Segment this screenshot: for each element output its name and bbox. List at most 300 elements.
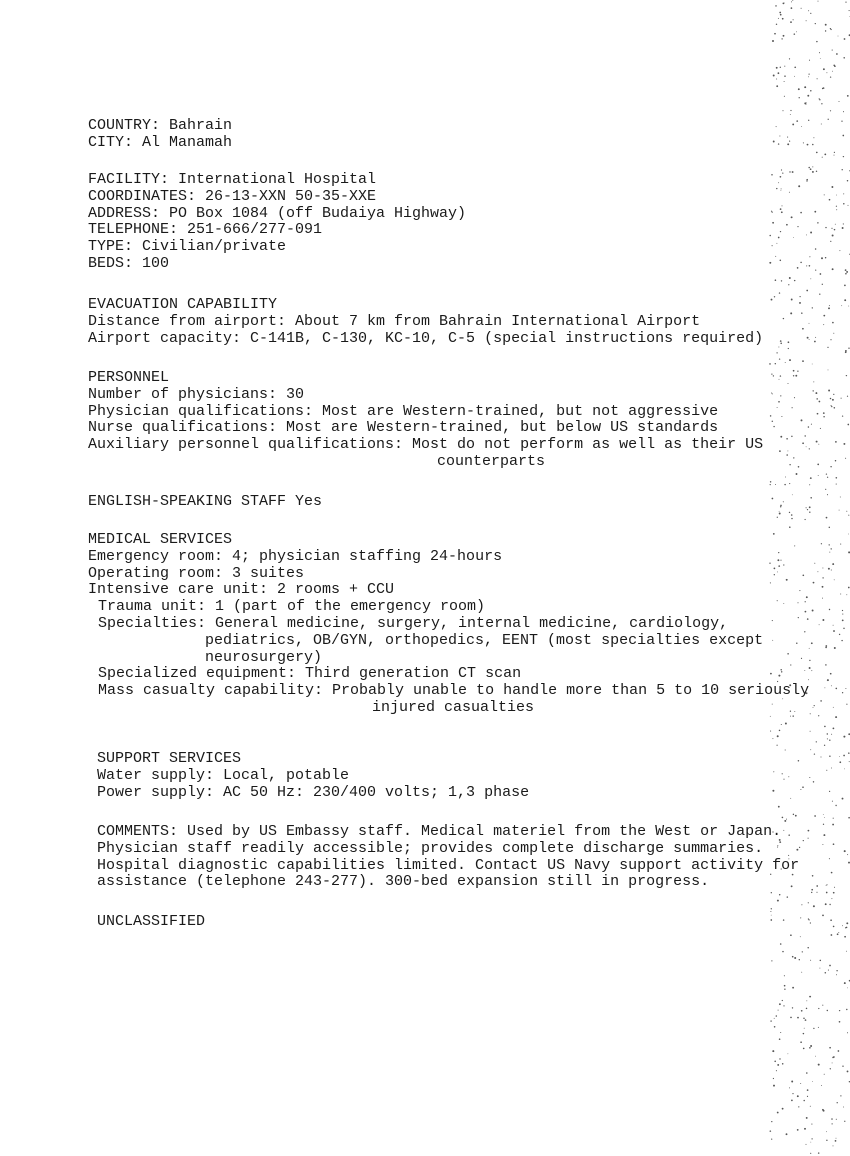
speckle: [832, 1123, 833, 1124]
speckle: [789, 277, 791, 279]
speckle: [814, 815, 816, 817]
speckle: [783, 501, 784, 502]
speckle: [776, 1015, 778, 1017]
speckle: [809, 448, 810, 449]
speckle: [816, 885, 818, 887]
speckle: [812, 390, 813, 391]
speckle: [812, 1081, 813, 1082]
speckle: [824, 194, 825, 195]
speckle: [790, 114, 791, 115]
speckle: [781, 211, 783, 213]
speckle: [802, 360, 804, 362]
emergency-room: Emergency room: 4; physician staffing 24-hours: [88, 547, 503, 565]
speckle: [826, 72, 827, 73]
speckle: [831, 685, 832, 686]
speckle: [797, 371, 798, 372]
auxiliary-qualifications: Auxiliary personnel qualifications: Most do not perform as well as their US: [88, 436, 764, 454]
speckle: [799, 847, 800, 848]
speckle: [770, 415, 772, 417]
speckle: [838, 1050, 840, 1052]
speckle: [815, 248, 817, 250]
speckle: [808, 838, 809, 839]
speckle: [779, 894, 780, 895]
speckle: [820, 756, 821, 757]
speckle: [801, 904, 802, 905]
speckle: [784, 81, 785, 82]
speckle: [844, 299, 846, 301]
speckle: [776, 85, 778, 87]
speckle: [770, 484, 771, 485]
speckle: [784, 96, 785, 97]
speckle: [779, 450, 781, 452]
speckle: [800, 212, 802, 214]
speckle: [804, 519, 805, 520]
speckle: [789, 483, 790, 484]
speckle: [771, 299, 773, 301]
location-block: [88, 118, 232, 152]
speckle: [835, 460, 836, 461]
speckle: [839, 756, 840, 757]
speckle: [833, 630, 835, 632]
speckle: [788, 1053, 789, 1054]
speckle: [784, 75, 786, 77]
speckle: [787, 137, 788, 138]
speckle: [801, 1010, 803, 1012]
speckle: [839, 101, 840, 102]
speckle: [792, 1007, 793, 1008]
speckle: [825, 257, 826, 258]
speckle: [836, 974, 837, 975]
speckle: [806, 265, 807, 266]
speckle: [829, 791, 830, 792]
speckle: [845, 2, 846, 3]
speckle: [840, 497, 841, 498]
speckle: [822, 915, 824, 917]
speckle: [844, 982, 846, 984]
speckle: [830, 76, 831, 77]
comments-line: Hospital diagnostic capabilities limited. Contact US Navy support activity for: [97, 856, 800, 874]
speckle: [806, 102, 807, 103]
speckle: [790, 798, 791, 799]
speckle: [806, 1008, 808, 1010]
speckle: [806, 507, 807, 508]
speckle: [815, 392, 817, 394]
speckle: [844, 38, 846, 40]
speckle: [825, 227, 826, 228]
speckle: [784, 985, 786, 987]
speckle: [789, 1087, 790, 1088]
speckle: [848, 587, 850, 589]
speckle: [822, 619, 824, 621]
speckle: [820, 273, 822, 275]
speckle: [813, 781, 814, 782]
speckle: [795, 815, 797, 817]
speckle: [826, 892, 828, 894]
speckle: [843, 193, 844, 194]
speckle: [837, 933, 839, 935]
speckle: [806, 1117, 808, 1119]
speckle: [801, 312, 803, 314]
speckle: [781, 724, 782, 725]
speckle: [832, 268, 834, 270]
speckle: [839, 761, 841, 763]
speckle: [798, 760, 800, 762]
speckle: [787, 143, 789, 145]
speckle: [833, 926, 835, 928]
speckle: [815, 270, 816, 271]
speckle: [779, 513, 781, 515]
speckle: [783, 1005, 784, 1006]
speckle: [828, 970, 829, 971]
speckle: [842, 614, 843, 615]
speckle: [775, 363, 776, 364]
speckle: [808, 902, 809, 903]
speckle: [827, 738, 828, 739]
speckle: [821, 103, 822, 104]
speckle: [816, 398, 818, 400]
speckle: [793, 814, 794, 815]
speckle: [778, 401, 780, 403]
speckle: [842, 798, 844, 800]
speckle: [841, 398, 842, 399]
speckle: [785, 477, 786, 478]
speckle: [776, 352, 777, 353]
speckle: [832, 1062, 833, 1063]
speckle: [829, 965, 831, 967]
speckle: [800, 789, 801, 790]
speckle: [792, 0, 793, 1]
speckle: [822, 284, 823, 285]
speckle: [772, 211, 773, 212]
speckle: [769, 262, 771, 264]
speckle: [831, 569, 832, 570]
speckle: [825, 647, 827, 649]
speckle: [844, 850, 846, 852]
speckle: [777, 900, 779, 902]
speckle: [834, 407, 836, 409]
speckle: [780, 14, 782, 16]
speckle: [818, 475, 819, 476]
speckle: [808, 120, 809, 121]
speckle: [829, 1047, 831, 1049]
speckle: [797, 1095, 799, 1097]
speckle: [781, 280, 782, 281]
speckle: [841, 305, 842, 306]
facility-name: FACILITY: International Hospital: [88, 171, 377, 188]
speckle: [771, 960, 772, 961]
speckle: [817, 413, 819, 415]
specialties-cont: neurosurgery): [205, 648, 323, 666]
speckle: [777, 1064, 779, 1066]
speckle: [770, 911, 771, 912]
speckle: [840, 594, 841, 595]
speckle: [776, 67, 778, 69]
speckle: [811, 1138, 812, 1139]
speckle: [811, 1124, 812, 1125]
speckle: [831, 872, 833, 874]
speckle: [833, 843, 835, 845]
physicians-count: Number of physicians: 30: [88, 385, 305, 403]
speckle: [832, 399, 834, 401]
speckle: [796, 31, 797, 32]
speckle: [792, 987, 794, 989]
speckle: [831, 898, 832, 899]
speckle: [833, 707, 834, 708]
speckle: [796, 120, 798, 122]
speckle: [791, 299, 793, 301]
speckle: [775, 256, 776, 257]
speckle: [807, 144, 809, 146]
speckle: [774, 296, 775, 297]
speckle: [812, 875, 814, 877]
speckle: [808, 918, 809, 919]
speckle: [810, 1045, 812, 1047]
speckle: [847, 854, 848, 855]
speckle: [809, 60, 810, 61]
speckle: [819, 401, 821, 403]
speckle: [776, 188, 777, 189]
speckle: [799, 97, 800, 98]
speckle: [770, 1130, 772, 1132]
speckle: [782, 110, 783, 111]
speckle: [770, 1020, 771, 1021]
speckle: [831, 1118, 833, 1120]
speckle: [787, 896, 788, 897]
speckle: [810, 1153, 811, 1154]
speckle: [776, 24, 777, 25]
speckle: [821, 257, 823, 259]
speckle: [825, 903, 827, 905]
speckle: [819, 98, 820, 99]
speckle: [785, 362, 786, 363]
speckle: [784, 3, 785, 4]
speckle: [800, 262, 802, 264]
speckle: [822, 586, 824, 588]
speckle: [839, 634, 840, 635]
speckle: [796, 473, 798, 475]
speckle: [781, 38, 782, 39]
comments-line: assistance (telephone 243-277). 300-bed expansion still in progress.: [97, 873, 710, 891]
speckle: [811, 670, 812, 671]
speckle: [847, 396, 848, 397]
speckle: [794, 66, 796, 68]
speckle: [847, 988, 848, 989]
speckle: [810, 713, 811, 714]
speckle: [839, 510, 840, 511]
speckle: [820, 960, 822, 962]
speckle: [818, 1027, 819, 1028]
speckle: [824, 1074, 825, 1075]
speckle: [848, 534, 849, 535]
speckle: [789, 58, 790, 59]
speckle: [813, 137, 814, 138]
speckle: [807, 337, 809, 339]
speckle: [841, 640, 842, 641]
speckle: [810, 960, 811, 961]
speckle: [780, 505, 782, 507]
speckle: [836, 477, 838, 479]
speckle: [843, 443, 845, 445]
speckle: [783, 318, 784, 319]
speckle: [801, 972, 802, 973]
section-heading: SUPPORT SERVICES: [97, 750, 242, 767]
speckle: [778, 806, 780, 808]
city: CITY: Al Manamah: [88, 133, 233, 151]
section-heading: EVACUATION CAPABILITY: [88, 296, 278, 313]
speckle: [780, 343, 782, 345]
speckle: [832, 235, 834, 237]
speckle: [843, 111, 844, 112]
speckle: [803, 1018, 805, 1020]
speckle: [797, 226, 798, 227]
speckle: [835, 688, 837, 690]
speckle: [815, 337, 816, 338]
speckle: [826, 884, 827, 885]
speckle: [811, 889, 813, 891]
speckle: [835, 441, 837, 443]
speckle: [809, 484, 810, 485]
speckle: [833, 892, 835, 894]
icu: Intensive care unit: 2 rooms + CCU: [88, 581, 395, 599]
speckle: [836, 970, 837, 971]
speckle: [833, 65, 835, 67]
speckle: [844, 936, 846, 938]
speckle: [782, 1108, 784, 1110]
speckle: [776, 1070, 777, 1071]
speckle: [831, 186, 833, 188]
speckle: [820, 428, 821, 429]
specialties: Specialties: General medicine, surgery, internal medicine, cardiology,: [98, 614, 729, 632]
speckle: [775, 5, 777, 7]
speckle: [845, 688, 846, 689]
speckle: [836, 53, 838, 55]
speckle: [826, 1131, 827, 1132]
speckle: [818, 1064, 820, 1066]
speckle: [779, 12, 781, 14]
speckle: [829, 199, 831, 201]
speckle: [798, 88, 800, 90]
speckle: [816, 152, 818, 154]
speckle: [789, 192, 790, 193]
speckle: [792, 171, 794, 173]
speckle: [778, 182, 779, 183]
speckle: [802, 328, 804, 330]
speckle: [789, 171, 790, 172]
speckle: [799, 296, 800, 297]
speckle: [791, 216, 793, 218]
speckle: [845, 458, 846, 459]
operating-room: Operating room: 3 suites: [88, 564, 305, 582]
speckle: [814, 563, 815, 564]
speckle: [807, 509, 808, 510]
speckle: [771, 393, 772, 394]
speckle: [802, 786, 804, 788]
speckle: [842, 169, 843, 170]
speckle: [834, 229, 836, 231]
speckle: [772, 245, 773, 246]
speckle: [820, 700, 822, 702]
speckle: [836, 206, 837, 207]
speckle: [836, 209, 837, 210]
speckle: [829, 756, 830, 757]
speckle: [791, 7, 793, 9]
speckle: [802, 442, 804, 444]
speckle: [843, 156, 844, 157]
speckle: [780, 1032, 781, 1033]
speckle: [800, 917, 801, 918]
speckle: [789, 141, 790, 142]
speckle: [771, 1139, 772, 1140]
speckle: [813, 582, 815, 584]
speckle: [842, 1065, 843, 1066]
speckle: [810, 477, 812, 479]
speckle: [804, 86, 806, 88]
comments-line: Physician staff readily accessible; provides complete discharge summaries.: [97, 839, 764, 857]
speckle: [833, 728, 835, 730]
speckle: [809, 323, 810, 324]
speckle: [789, 526, 791, 528]
speckle: [772, 40, 774, 42]
speckle: [782, 173, 783, 174]
speckle: [810, 922, 811, 923]
speckle: [824, 153, 826, 155]
speckle: [772, 498, 774, 500]
speckle: [843, 57, 845, 59]
speckle: [777, 407, 778, 408]
speckle: [812, 144, 814, 146]
speckle: [812, 166, 813, 167]
speckle: [776, 745, 777, 746]
speckle: [801, 419, 803, 421]
address: ADDRESS: PO Box 1084 (off Budaiya Highway): [88, 204, 467, 222]
speckle: [812, 307, 813, 308]
speckle: [782, 773, 783, 774]
speckle: [788, 284, 789, 285]
speckle: [769, 363, 771, 365]
speckle: [831, 768, 832, 769]
speckle: [832, 801, 833, 802]
trauma-unit: Trauma unit: 1 (part of the emergency room): [98, 598, 486, 616]
speckle: [776, 78, 777, 79]
speckle: [828, 369, 829, 370]
speckle: [835, 716, 837, 718]
speckle: [806, 20, 807, 21]
speckle: [838, 932, 839, 933]
speckle: [810, 497, 812, 499]
distance: Distance from airport: About 7 km from Bahrain International Airport: [88, 312, 701, 330]
speckle: [842, 619, 844, 621]
speckle: [781, 416, 782, 417]
speckle: [825, 972, 827, 974]
speckle: [846, 375, 847, 376]
speckle: [809, 265, 811, 267]
speckle: [808, 830, 810, 832]
speckle: [785, 723, 787, 725]
speckle: [814, 211, 816, 213]
speckle: [781, 169, 782, 170]
speckle: [831, 934, 833, 936]
speckle: [810, 13, 811, 14]
speckle: [794, 76, 795, 77]
speckle: [780, 506, 781, 507]
speckle: [827, 679, 829, 681]
speckle: [809, 1047, 811, 1049]
speckle: [784, 820, 786, 822]
speckle: [792, 123, 794, 125]
speckle: [776, 243, 777, 244]
speckle: [810, 90, 812, 92]
speckle: [829, 609, 830, 610]
